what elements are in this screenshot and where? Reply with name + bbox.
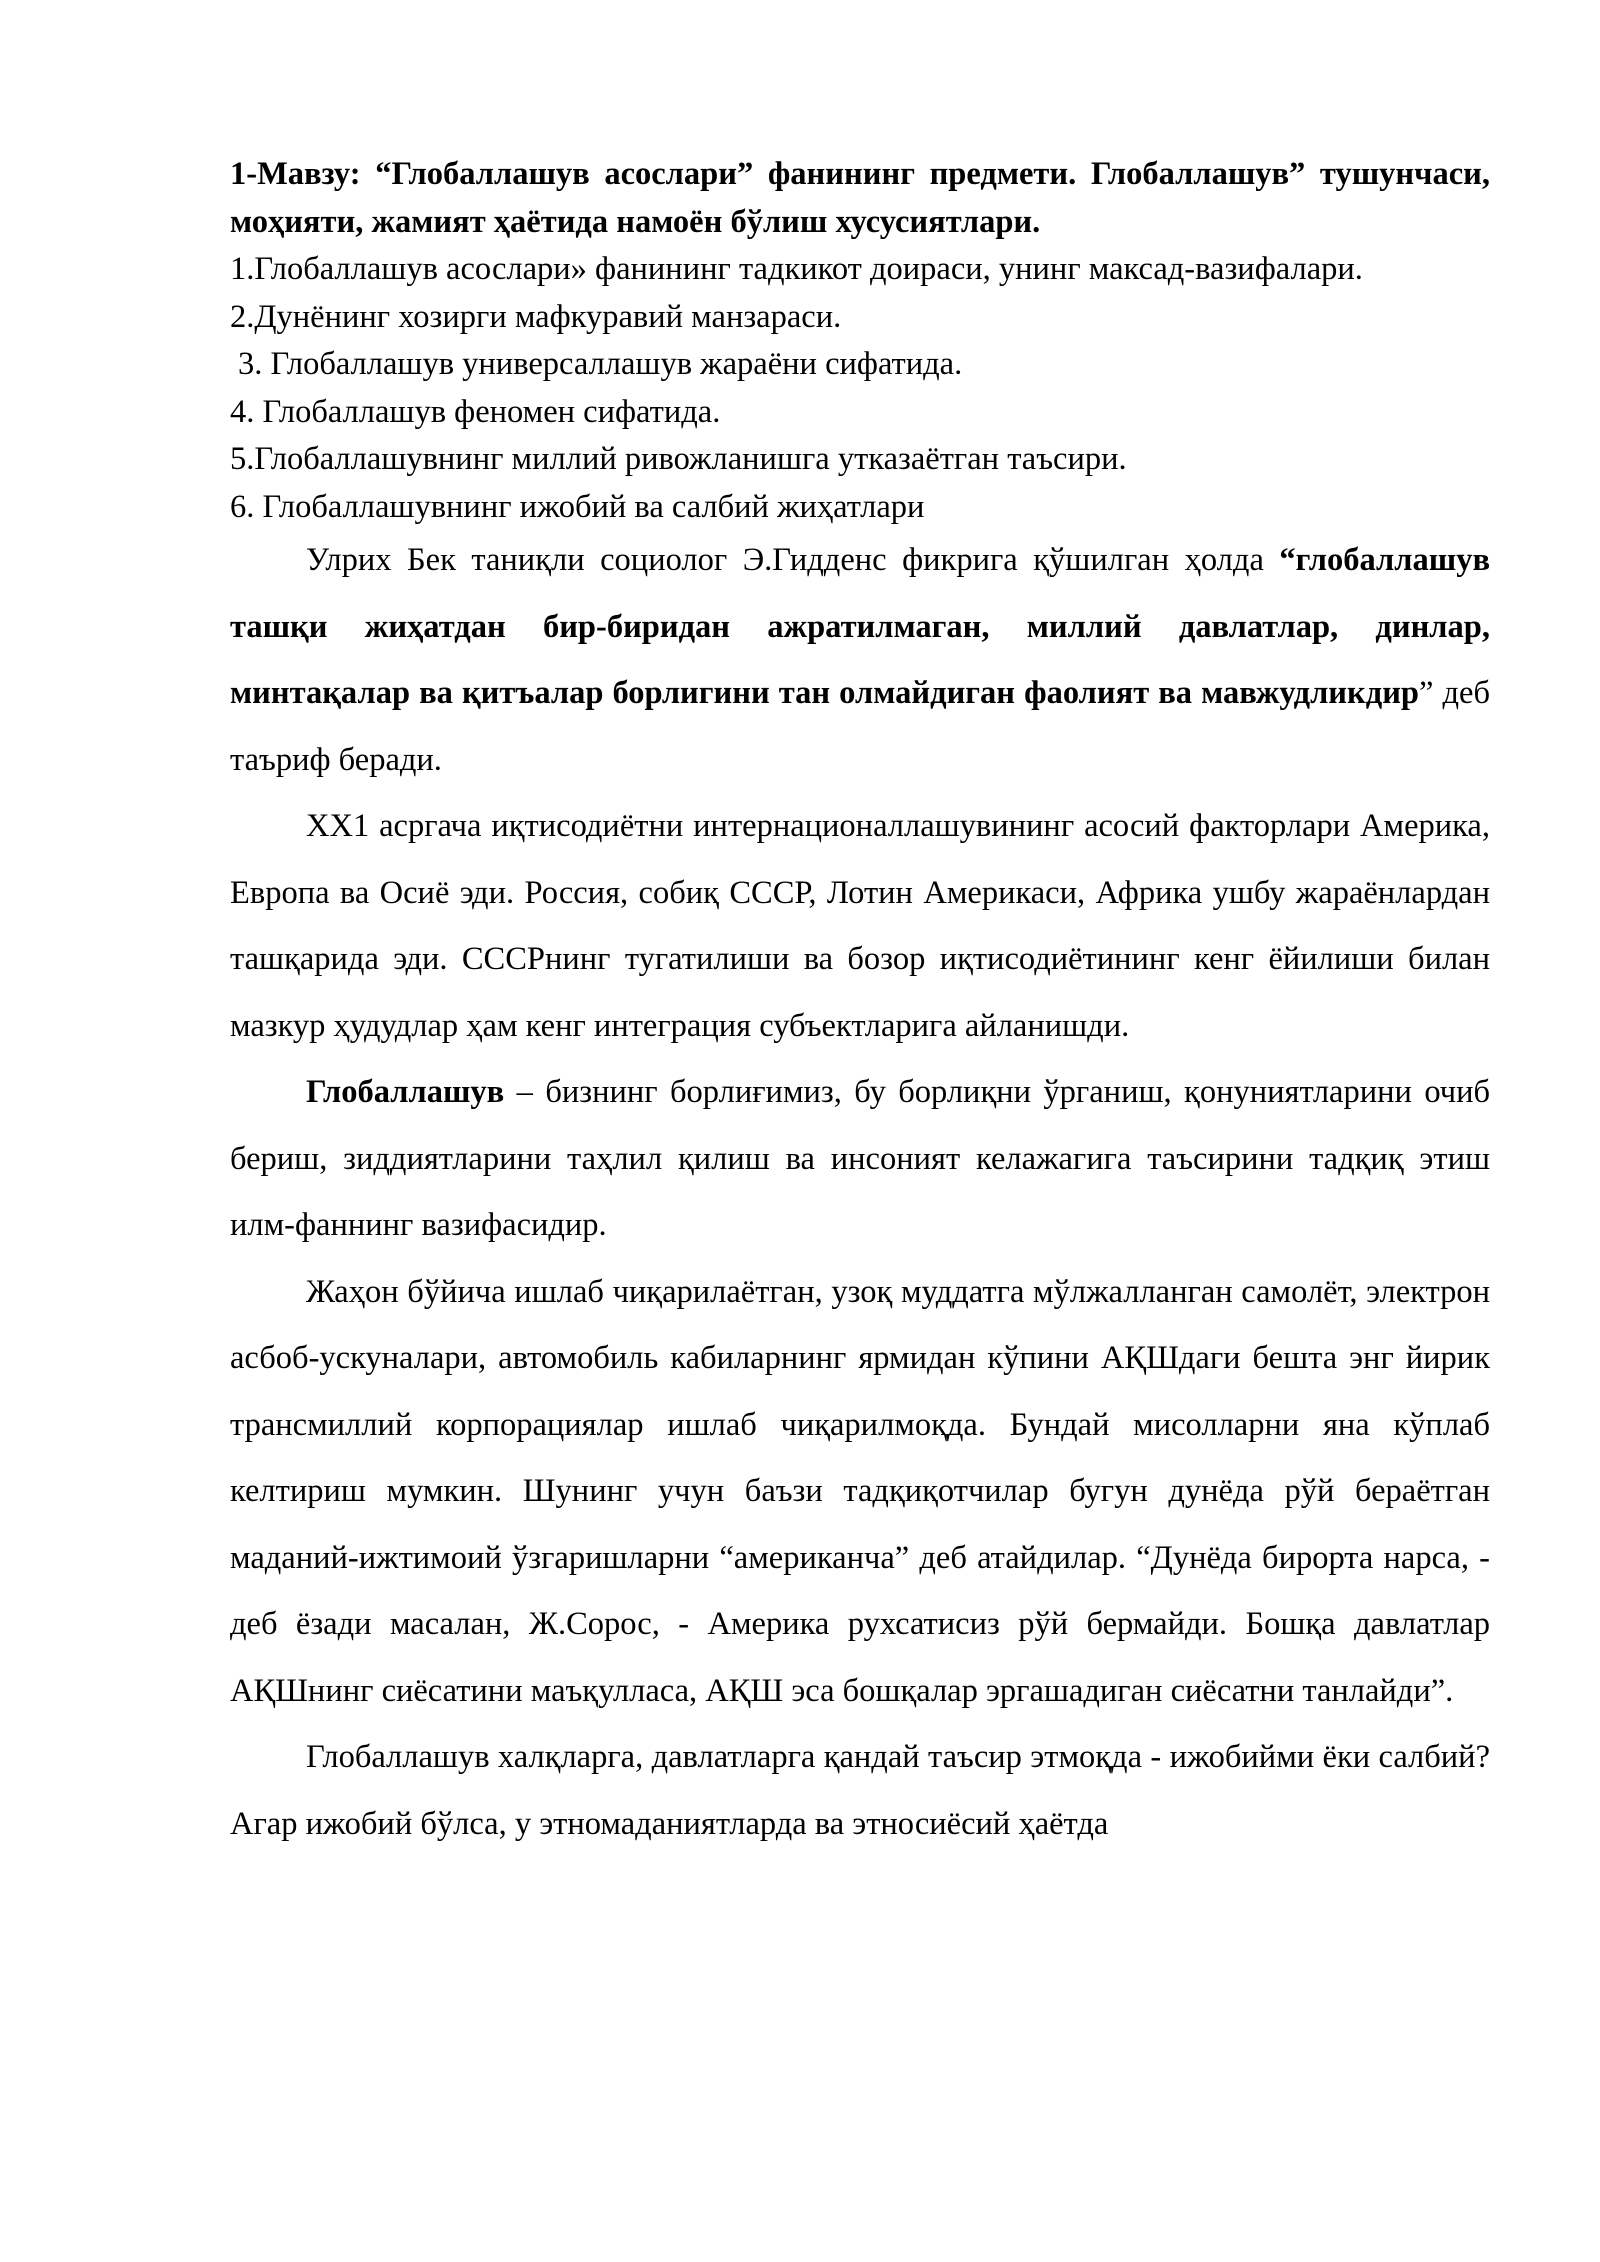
topic-list [230, 246, 1490, 531]
topic-item-1: 1.Глобаллашув асослари» фанининг тадкикот доираси, унинг максад-вазифалари. [230, 251, 1363, 287]
document-page [230, 150, 1490, 1857]
paragraph-definition-quote: “глобаллашув ташқи жиҳатдан бир-биридан ажратилмаган, миллий давлатлар, динлар, минтақалар ва қитъалар борлигини тан олмайдиган фаолият ва мавжудликдир [230, 542, 1490, 711]
paragraph-globalization-term: Глобаллашув [306, 1074, 505, 1110]
paragraph-globalization-rest: – бизнинг борлиғимиз, бу борлиқни ўрганиш, қонуниятларини очиб бериш, зиддиятларини таҳлил қилиш ва инсоният келажагига таъсирини тадқиқ этиш илм-фаннинг вазифасидир. [230, 1074, 1490, 1243]
topic-item-3: 3. Глобаллашув универсаллашув жараёни сифатида. [238, 346, 963, 382]
document-title: 1-Мавзу: “Глобаллашув асослари” фанининг предмети. Глобаллашув” тушунчаси, моҳияти, жамият ҳаётида намоён бўлиш хусусиятлари. [230, 156, 1490, 240]
paragraph-economy: ХХ1 асргача иқтисодиётни интернационаллашувининг асосий факторлари Америка, Европа ва Осиё эди. Россия, собиқ СССР, Лотин Америкаси, Африка ушбу жараёнлардан ташқарида эди. СССРнинг тугатилиши ва бозор иқтисодиётининг кенг ёйилиши билан мазкур ҳудудлар ҳам кенг интеграция субъектларига айланишди. [230, 808, 1490, 1044]
paragraph-definition [230, 527, 1490, 793]
paragraph-impact: Глобаллашув халқларга, давлатларга қандай таъсир этмоқда - ижобийми ёки салбий? Агар ижобий бўлса, у этномаданиятларда ва этносиёсий ҳаётда [230, 1739, 1490, 1842]
paragraph-definition-lead: Улрих Бек таниқли социолог Э.Гидденс фикрига қўшилган ҳолда [306, 542, 1280, 578]
paragraph-corporations: Жаҳон бўйича ишлаб чиқарилаётган, узоқ муддатга мўлжалланган самолёт, электрон асбоб-ускуналари, автомобиль кабиларнинг ярмидан кўпини АҚШдаги бешта энг йирик трансмиллий корпорациялар ишлаб чиқарилмоқда. Бундай мисолларни яна кўплаб келтириш мумкин. Шунинг учун баъзи тадқиқотчилар бугун дунёда рўй бераётган маданий-ижтимоий ўзгаришларни “американча” деб атайдилар. “Дунёда бирорта нарса, - деб ёзади масалан, Ж.Сорос, - Америка рухсатисиз рўй бермайди. Бошқа давлатлар АҚШнинг сиёсатини маъқулласа, АҚШ эса бошқалар эргашадиган сиёсатни танлайди”. [230, 1273, 1490, 1709]
topic-item-2: 2.Дунёнинг хозирги мафкуравий манзараси. [230, 298, 842, 335]
paragraph-globalization [230, 1059, 1490, 1259]
topic-item-5: 5.Глобаллашувнинг миллий ривожланишга утказаётган таъсири. [230, 441, 1127, 477]
topic-item-4: 4. Глобаллашув феномен сифатида. [230, 393, 721, 430]
topic-item-6: 6. Глобаллашувнинг ижобий ва салбий жиҳатлари [230, 488, 925, 525]
paragraph-definition-tail: ” деб таъриф беради. [230, 675, 1491, 778]
